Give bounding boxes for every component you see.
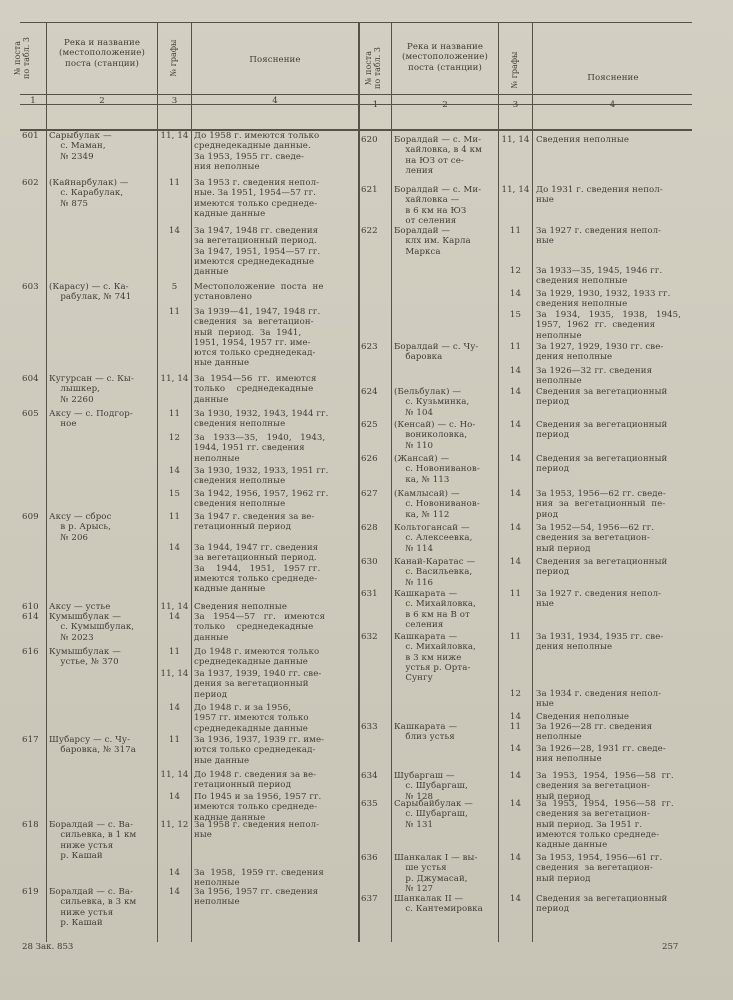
explanation-text: Сведения за вегетационный период: [536, 894, 668, 915]
river-station-name: Сарыбайбулак — с. Шубаргаш, № 131: [394, 799, 473, 830]
column-reference: 11: [168, 735, 181, 745]
column-reference: 11: [509, 589, 522, 599]
post-number: 634: [361, 771, 378, 781]
post-number: 628: [361, 523, 378, 533]
explanation-text: До 1948 г. и за 1956, 1957 гг. имеются только среднедекадные данные: [194, 703, 309, 734]
column-reference: 14: [509, 894, 522, 904]
column-reference: 14: [168, 226, 181, 236]
post-number: 633: [361, 722, 378, 732]
post-number: 625: [361, 420, 378, 430]
river-station-name: (Кайнарбулак) — с. Карабулак, № 875: [49, 178, 129, 209]
column-reference: 11, 14: [160, 374, 189, 384]
river-station-name: Боралдай — с. Ва- сильевка, в 1 км ниже устья р. Кашай: [49, 820, 137, 861]
river-station-name: Аксу — устье: [49, 602, 111, 612]
river-station-name: Боралдай — клх им. Карла Маркса: [394, 226, 471, 257]
river-station-name: Боралдай — с. Ва- сильевка, в 3 км ниже устья р. Кашай: [49, 887, 137, 928]
post-number: 630: [361, 557, 378, 567]
column-reference: 14: [509, 366, 522, 376]
header-river-station: Река и название (местоположение) поста (станции): [402, 42, 488, 73]
column-reference: 14: [509, 799, 522, 809]
river-station-name: Кумышбулак — с. Кумышбулак, № 2023: [49, 612, 135, 643]
column-reference: 14: [168, 792, 181, 802]
column-reference: 15: [509, 310, 522, 320]
column-reference: 14: [509, 523, 522, 533]
column-reference: 11: [168, 307, 181, 317]
column-rule: [191, 22, 192, 942]
explanation-text: За 1931, 1934, 1935 гг. све- дения неполные: [536, 632, 664, 653]
post-number: 609: [22, 512, 39, 522]
explanation-text: За 1954—57 гг. имеются только среднедекадные данные: [194, 612, 325, 643]
explanation-text: За 1934 г. сведения непол- ные: [536, 689, 662, 710]
column-reference: 14: [509, 853, 522, 863]
explanation-text: Местоположение поста не установлено: [194, 282, 324, 303]
column-reference: 14: [509, 771, 522, 781]
post-number: 632: [361, 632, 378, 642]
post-number: 601: [22, 131, 39, 141]
post-number: 621: [361, 185, 378, 195]
explanation-text: За 1956, 1957 гг. сведения неполные: [194, 887, 319, 908]
column-reference: 11, 14: [160, 602, 189, 612]
explanation-text: За 1930, 1932, 1943, 1944 гг. сведения неполные: [194, 409, 329, 430]
col-num: 2: [442, 100, 448, 110]
river-station-name: Боралдай — с. Чу- баровка: [394, 342, 479, 363]
column-rule: [46, 22, 47, 942]
column-reference: 14: [509, 420, 522, 430]
column-rule: [532, 22, 533, 942]
column-reference: 11, 14: [501, 135, 530, 145]
column-reference: 5: [171, 282, 178, 292]
column-reference: 11: [168, 409, 181, 419]
explanation-text: За 1927 г. сведения непол- ные: [536, 589, 662, 610]
river-station-name: Кашкарата — близ устья: [394, 722, 458, 743]
river-station-name: Сарыбулак — с. Маман, № 2349: [49, 131, 112, 162]
col-num: 1: [30, 96, 36, 106]
river-station-name: Аксу — с. Подгор- ное: [49, 409, 133, 430]
post-number: 604: [22, 374, 39, 384]
col-num: 2: [99, 96, 105, 106]
explanation-text: За 1953, 1954, 1956—58 гг. сведения за вегетацион- ный период: [536, 771, 674, 802]
column-reference: 14: [168, 868, 181, 878]
explanation-text: За 1926—28 гг. сведения неполные: [536, 722, 653, 743]
header-num-rule: [20, 94, 692, 95]
explanation-text: Сведения за вегетационный период: [536, 454, 668, 475]
explanation-text: За 1953, 1954, 1956—58 гг. сведения за вегетацион- ный период. За 1951 г. имеются только среднеде- кадные данные: [536, 799, 674, 851]
column-divider-center: [358, 22, 360, 942]
column-reference: 15: [168, 489, 181, 499]
post-number: 620: [361, 135, 378, 145]
river-station-name: Кольтогансай — с. Алексеевка, № 114: [394, 523, 473, 554]
column-reference: 14: [168, 466, 181, 476]
column-reference: 11: [168, 178, 181, 188]
river-station-name: (Жансай) — с. Новониванов- ка, № 113: [394, 454, 480, 485]
explanation-text: За 1926—32 гг. сведения неполные: [536, 366, 653, 387]
explanation-text: До 1958 г. имеются только среднедекадные данные. За 1953, 1955 гг. сведе- ния неполные: [194, 131, 320, 172]
column-reference: 11: [509, 722, 522, 732]
explanation-text: До 1948 г. имеются только среднедекадные данные: [194, 647, 320, 668]
column-rule: [391, 22, 392, 942]
explanation-text: До 1931 г. сведения непол- ные: [536, 185, 663, 206]
explanation-text: За 1936, 1937, 1939 гг. име- ются только среднедекад- ные данные: [194, 735, 325, 766]
explanation-text: За 1939—41, 1947, 1948 гг. сведения за вегетацион- ный период. За 1941, 1951, 1954, 1957 гг. име- ются только среднедекад- ные данные: [194, 307, 321, 369]
header-river-station: Река и название (местоположение) поста (станции): [59, 38, 145, 69]
river-station-name: Шубаргаш — с. Шубаргаш, № 128: [394, 771, 468, 802]
explanation-text: За 1944, 1947 гг. сведения за вегетационный период. За 1944, 1951, 1957 гг. имеются только среднеде- кадные данные: [194, 543, 321, 595]
river-station-name: (Кенсай) — с. Но- вониколовка, № 110: [394, 420, 476, 451]
river-station-name: Боралдай — с. Ми- хайловка, в 4 км на ЮЗ от се- ления: [394, 135, 482, 176]
explanation-text: За 1934, 1935, 1938, 1945, 1957, 1962 гг. сведения неполные: [536, 310, 682, 341]
column-rule: [157, 22, 158, 942]
column-reference: 11, 14: [160, 669, 189, 679]
column-reference: 11, 14: [160, 131, 189, 141]
post-number: 603: [22, 282, 39, 292]
header-explanation: Пояснение: [587, 73, 639, 83]
river-station-name: Шанкалак I — вы- ше устья р. Джумасай, № 127: [394, 853, 478, 894]
explanation-text: За 1942, 1956, 1957, 1962 гг. сведения неполные: [194, 489, 329, 510]
header-explanation: Пояснение: [249, 55, 301, 65]
column-reference: 14: [168, 612, 181, 622]
post-number: 626: [361, 454, 378, 464]
column-reference: 14: [168, 543, 181, 553]
column-reference: 14: [509, 387, 522, 397]
post-number: 623: [361, 342, 378, 352]
header-post-number: № поста по табл. 3: [13, 37, 31, 79]
explanation-text: Сведения неполные: [536, 712, 630, 722]
post-number: 616: [22, 647, 39, 657]
river-station-name: Канай-Каратас — с. Васильевка, № 116: [394, 557, 476, 588]
explanation-text: Сведения за вегетационный период: [536, 420, 668, 441]
explanation-text: За 1958, 1959 гг. сведения неполные: [194, 868, 324, 889]
post-number: 627: [361, 489, 378, 499]
post-number: 624: [361, 387, 378, 397]
column-reference: 12: [509, 266, 522, 276]
post-number: 635: [361, 799, 378, 809]
column-reference: 14: [509, 744, 522, 754]
column-reference: 11: [509, 632, 522, 642]
post-number: 602: [22, 178, 39, 188]
column-reference: 11: [168, 512, 181, 522]
post-number: 614: [22, 612, 39, 622]
river-station-name: Кумышбулак — устье, № 370: [49, 647, 121, 668]
column-reference: 14: [509, 489, 522, 499]
explanation-text: Сведения неполные: [536, 135, 630, 145]
river-station-name: Кугурсан — с. Кы- лышкер, № 2260: [49, 374, 134, 405]
river-station-name: (Бельбулак) — с. Кузьминка, № 104: [394, 387, 470, 418]
explanation-text: За 1937, 1939, 1940 гг. све- дения за вегетационный период: [194, 669, 322, 700]
col-num: 3: [512, 100, 519, 110]
column-reference: 14: [509, 289, 522, 299]
post-number: 636: [361, 853, 378, 863]
post-number: 618: [22, 820, 39, 830]
explanation-text: За 1953 г. сведения непол- ные. За 1951, 1954—57 гг. имеются только среднеде- кадные данные: [194, 178, 320, 219]
header-post-number: № поста по табл. 3: [364, 47, 382, 89]
explanation-text: По 1945 и за 1956, 1957 гг. имеются только среднеде- кадные данные: [194, 792, 322, 823]
post-number: 617: [22, 735, 39, 745]
post-number: 610: [22, 602, 39, 612]
explanation-text: Сведения за вегетационный период: [536, 387, 668, 408]
column-reference: 14: [509, 712, 522, 722]
explanation-text: До 1948 г. сведения за ве- гетационный период: [194, 770, 317, 791]
explanation-text: За 1933—35, 1945, 1946 гг. сведения неполные: [536, 266, 663, 287]
explanation-text: За 1953, 1956—62 гг. сведе- ния за вегетационный пе- риод: [536, 489, 666, 520]
col-num: 4: [272, 96, 278, 106]
body-top-rule: [20, 129, 692, 131]
river-station-name: Боралдай — с. Ми- хайловка — в 6 км на ЮЗ от селения: [394, 185, 482, 226]
column-reference: 14: [168, 887, 181, 897]
col-num: 3: [171, 96, 178, 106]
post-number: 619: [22, 887, 39, 897]
explanation-text: За 1947 г. сведения за ве- гетационный период: [194, 512, 315, 533]
explanation-text: За 1930, 1932, 1933, 1951 гг. сведения неполные: [194, 466, 329, 487]
column-reference: 14: [509, 557, 522, 567]
column-reference: 11, 14: [501, 185, 530, 195]
river-station-name: Кашкарата — с. Михайловка, в 3 км ниже устья р. Орта- Сунгу: [394, 632, 476, 684]
page-number: 257: [662, 942, 679, 952]
post-number: 631: [361, 589, 378, 599]
explanation-text: За 1933—35, 1940, 1943, 1944, 1951 гг. сведения неполные: [194, 433, 326, 464]
col-num: 4: [609, 100, 616, 110]
column-reference: 11, 12: [160, 820, 189, 830]
river-station-name: (Камлысай) — с. Новониванов- ка, № 112: [394, 489, 480, 520]
header-column-number: № графы: [510, 51, 519, 89]
header-column-number: № графы: [169, 39, 178, 77]
column-reference: 11: [168, 647, 181, 657]
col-num: 1: [372, 100, 379, 110]
column-reference: 14: [509, 454, 522, 464]
explanation-text: За 1953, 1954, 1956—61 гг. сведения за вегетацион- ный период: [536, 853, 663, 884]
explanation-text: За 1926—28, 1931 гг. сведе- ния неполные: [536, 744, 666, 765]
footer-order-number: 28 Зак. 853: [22, 942, 74, 952]
column-reference: 11, 14: [160, 770, 189, 780]
explanation-text: За 1952—54, 1956—62 гг. сведения за вегетацион- ный период: [536, 523, 655, 554]
column-reference: 11: [509, 342, 522, 352]
header-top-rule: [20, 22, 692, 23]
explanation-text: За 1958 г. сведения непол- ные: [194, 820, 320, 841]
explanation-text: За 1929, 1930, 1932, 1933 гг. сведения неполные: [536, 289, 671, 310]
post-number: 605: [22, 409, 39, 419]
column-reference: 14: [168, 703, 181, 713]
river-station-name: Шубарсу — с. Чу- баровка, № 317а: [49, 735, 136, 756]
explanation-text: За 1954—56 гг. имеются только среднедекадные данные: [194, 374, 317, 405]
column-reference: 12: [168, 433, 181, 443]
column-reference: 12: [509, 689, 522, 699]
explanation-text: За 1947, 1948 гг. сведения за вегетационный период. За 1947, 1951, 1954—57 гг. имеются среднедекадные данные: [194, 226, 321, 278]
post-number: 622: [361, 226, 378, 236]
river-station-name: Шанкалак II — с. Кантемировка: [394, 894, 483, 915]
column-reference: 11: [509, 226, 522, 236]
explanation-text: За 1927, 1929, 1930 гг. све- дения неполные: [536, 342, 664, 363]
explanation-text: Сведения за вегетационный период: [536, 557, 668, 578]
river-station-name: (Карасу) — с. Ка- рабулак, № 741: [49, 282, 132, 303]
explanation-text: За 1927 г. сведения непол- ные: [536, 226, 662, 247]
post-number: 637: [361, 894, 378, 904]
explanation-text: Сведения неполные: [194, 602, 288, 612]
river-station-name: Кашкарата — с. Михайловка, в 6 км на В от селения: [394, 589, 476, 630]
river-station-name: Аксу — сброс в р. Арысь, № 206: [49, 512, 112, 543]
